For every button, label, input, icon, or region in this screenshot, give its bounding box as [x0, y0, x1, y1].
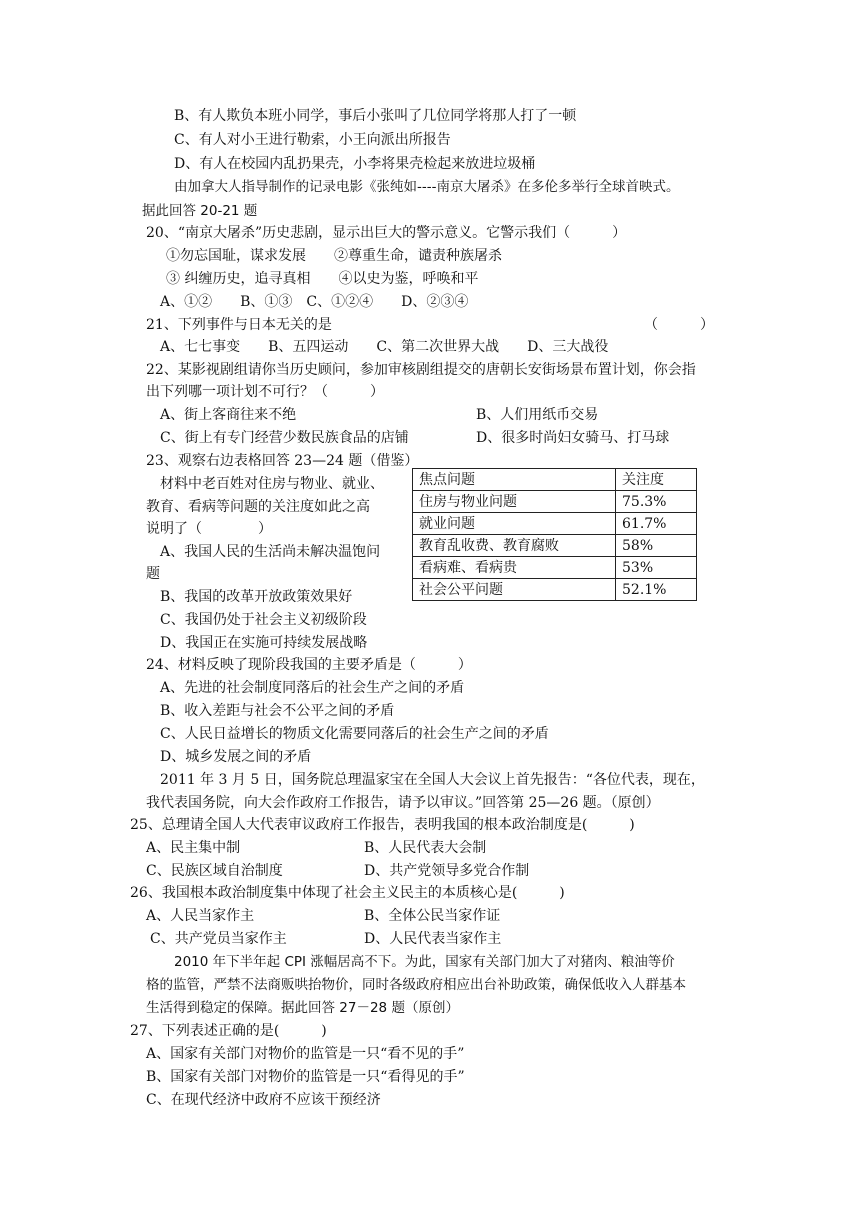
table-row [413, 535, 697, 557]
question-26-option-c: C、共产党员当家作主 [150, 931, 287, 947]
question-26-option-a: A、人民当家作主 [146, 908, 255, 924]
question-24-option-d: D、城乡发展之间的矛盾 [160, 749, 312, 765]
material-intro-2-line-1: 2011 年 3 月 5 日，国务院总理温家宝在全国人大会议上首先报告：“各位代表，现在， [160, 772, 705, 788]
question-22-stem-2: 出下列哪一项计划不可行？（ ） [146, 384, 384, 400]
material-intro-3-line-3: 生活得到稳定的保障。据此回答 27－28 题（原创） [146, 1000, 459, 1016]
table-cell-issue: 教育乱收费、教育腐败 [413, 535, 616, 557]
question-21-bracket: （ ） [644, 317, 714, 333]
question-25-option-b: B、人民代表大会制 [364, 840, 487, 856]
option-b-line: B、有人欺负本班小同学，事后小张叫了几位同学将那人打了一顿 [174, 108, 577, 124]
table-cell-issue: 就业问题 [413, 513, 616, 535]
material-intro-2-line-2: 我代表国务院，向大会作政府工作报告，请予以审议。”回答第 25—26 题。（原创） [146, 795, 660, 811]
question-27-option-c: C、在现代经济中政府不应该干预经济 [146, 1092, 381, 1108]
table-row [413, 491, 697, 513]
question-20-options: A、①② B、①③ C、①②④ D、②③④ [160, 294, 469, 310]
question-23-stem-3: 说明了（ ） [146, 521, 272, 537]
question-25-option-c: C、民族区域自治制度 [146, 863, 283, 879]
question-20-stem: 20、“南京大屠杀”历史悲剧，显示出巨大的警示意义。它警示我们（ ） [146, 225, 627, 241]
question-22-option-b: B、人们用纸币交易 [476, 407, 599, 423]
table-row [413, 557, 697, 579]
question-21-options: A、七七事变 B、五四运动 C、第二次世界大战 D、三大战役 [160, 339, 609, 355]
question-23-option-a-cont: 题 [146, 566, 160, 582]
question-27-option-a: A、国家有关部门对物价的监管是一只“看不见的手” [146, 1046, 465, 1062]
question-22-option-a: A、街上客商往来不绝 [160, 407, 297, 423]
question-26-option-d: D、人民代表当家作主 [364, 931, 502, 947]
focus-issues-table [412, 468, 697, 601]
question-27-stem: 27、下列表述正确的是( ) [130, 1023, 327, 1039]
question-23-head: 23、观察右边表格回答 23—24 题（借鉴） [146, 453, 419, 469]
question-24-option-a: A、先进的社会制度同落后的社会生产之间的矛盾 [160, 680, 465, 696]
option-c-line: C、有人对小王进行勒索，小王向派出所报告 [174, 132, 451, 148]
question-27-option-b: B、国家有关部门对物价的监管是一只“看得见的手” [146, 1069, 465, 1085]
material-intro-3-line-1: 2010 年下半年起 CPI 涨幅居高不下。为此，国家有关部门加大了对猪肉、粮油等价 [174, 954, 675, 970]
question-22-stem-1: 22、某影视剧组请你当历史顾问，参加审核剧组提交的唐朝长安街场景布置计划，你会指 [146, 362, 696, 378]
question-22-option-d: D、很多时尚妇女骑马、打马球 [476, 430, 670, 446]
table-cell-attention: 61.7% [616, 513, 697, 535]
question-24-stem: 24、材料反映了现阶段我国的主要矛盾是（ ） [146, 657, 472, 673]
question-22-option-c: C、街上有专门经营少数民族食品的店铺 [160, 430, 409, 446]
question-23-stem-1: 材料中老百姓对住房与物业、就业、 [160, 476, 384, 492]
question-25-option-d: D、共产党领导多党合作制 [364, 863, 530, 879]
question-25-option-a: A、民主集中制 [146, 840, 241, 856]
question-26-option-b: B、全体公民当家作证 [364, 908, 501, 924]
table-row [413, 513, 697, 535]
table-cell-issue: 看病难、看病贵 [413, 557, 616, 579]
question-20-items-2: ③ 纠缠历史，追寻真相 ④以史为鉴，呼唤和平 [166, 271, 479, 287]
question-20-items-1: ①勿忘国耻，谋求发展 ②尊重生命，谴责种族屠杀 [166, 248, 502, 264]
table-header-issue: 焦点问题 [413, 469, 616, 491]
table-cell-attention: 75.3% [616, 491, 697, 513]
table-cell-issue: 住房与物业问题 [413, 491, 616, 513]
question-24-option-b: B、收入差距与社会不公平之间的矛盾 [160, 703, 395, 719]
question-21-stem: 21、下列事件与日本无关的是 [146, 317, 332, 333]
table-cell-attention: 52.1% [616, 579, 697, 601]
question-23-option-b: B、我国的改革开放政策效果好 [160, 589, 353, 605]
question-23-option-a: A、我国人民的生活尚未解决温饱问 [160, 544, 381, 560]
table-cell-issue: 社会公平问题 [413, 579, 616, 601]
question-23-option-c: C、我国仍处于社会主义初级阶段 [160, 612, 367, 628]
question-23-option-d: D、我国正在实施可持续发展战略 [160, 635, 368, 651]
table-cell-attention: 58% [616, 535, 697, 557]
table-header-attention: 关注度 [616, 469, 697, 491]
material-intro-3-line-2: 格的监管，严禁不法商贩哄抬物价，同时各级政府相应出台补助政策，确保低收入人群基本 [146, 977, 686, 993]
table-header-row [413, 469, 697, 491]
question-24-option-c: C、人民日益增长的物质文化需要同落后的社会生产之间的矛盾 [160, 726, 549, 742]
table-row [413, 579, 697, 601]
material-intro-1-line-1: 由加拿大人指导制作的记录电影《张纯如----南京大屠杀》在多伦多举行全球首映式。 [174, 179, 680, 195]
question-26-stem: 26、我国根本政治制度集中体现了社会主义民主的本质核心是( ) [130, 885, 565, 901]
table-cell-attention: 53% [616, 557, 697, 579]
question-25-stem: 25、总理请全国人大代表审议政府工作报告，表明我国的根本政治制度是( ) [130, 817, 635, 833]
option-d-line: D、有人在校园内乱扔果壳，小李将果壳检起来放进垃圾桶 [174, 156, 536, 172]
question-23-stem-2: 教育、看病等问题的关注度如此之高 [146, 499, 370, 515]
material-intro-1-line-2: 据此回答 20-21 题 [142, 203, 258, 219]
